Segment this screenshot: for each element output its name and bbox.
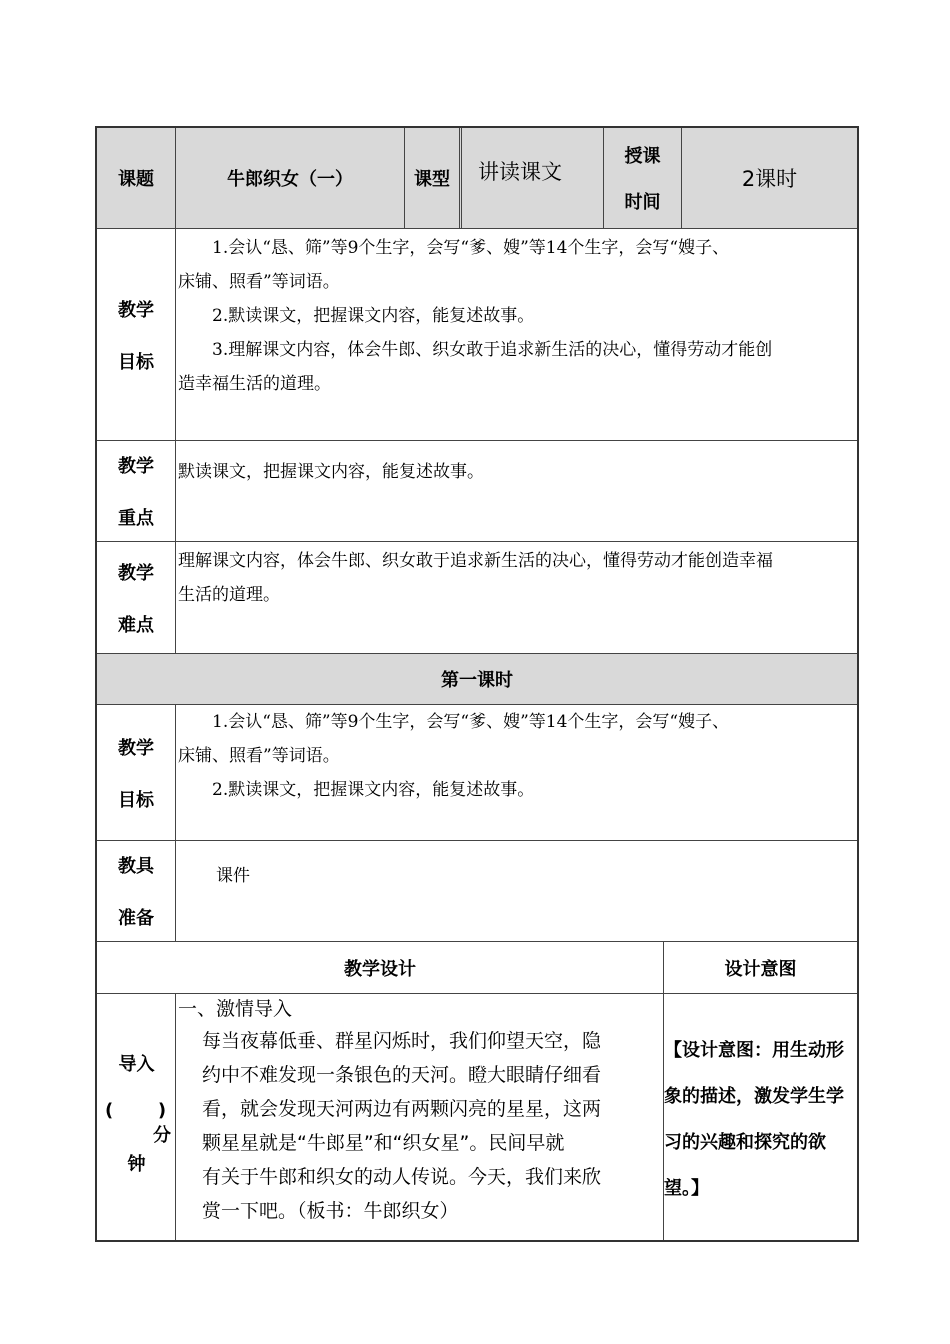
difficulties-row: [97, 542, 857, 654]
topic-value: 牛郎织女（一）: [176, 128, 405, 228]
tools-row: [97, 841, 857, 942]
lesson1-title: 第一课时: [97, 654, 857, 705]
intent-line: 象的描述，激发学生学: [664, 1086, 844, 1107]
tools-label-line1: 教具: [118, 856, 154, 877]
intent-line: 【设计意图：用生动形: [664, 1040, 844, 1061]
goal-1-line1: 1.会认“恳、筛”等9个生字，会写“爹、嫂”等14个生字，会写“嫂子、: [212, 238, 730, 258]
type-value: 讲读课文: [462, 128, 604, 228]
intent-line: 习的兴趣和探究的欲: [664, 1132, 826, 1153]
intro-row: [97, 994, 857, 1240]
goals-row: [97, 229, 857, 441]
key-points-label-line2: 重点: [118, 508, 154, 529]
intro-para-line: 颗星星就是“牛郎星”和“织女星”。民间早就: [202, 1132, 565, 1154]
intent-col-header: 设计意图: [724, 958, 797, 980]
intro-label: [97, 994, 176, 1240]
type-label: 课型: [405, 128, 462, 228]
goal-3-line2: 造幸福生活的道理。: [178, 374, 331, 394]
difficulties-label-line2: 难点: [118, 614, 154, 636]
difficulties-label-line1: 教学: [118, 562, 154, 584]
design-col-header: 教学设计: [97, 942, 664, 993]
intro-intent: [664, 994, 857, 1240]
key-points-row: [97, 441, 857, 542]
difficulties-content: [176, 542, 857, 653]
lesson1-goal-1-line1: 1.会认“恳、筛”等9个生字，会写“爹、嫂”等14个生字，会写“嫂子、: [212, 712, 730, 732]
tools-label: [97, 841, 176, 941]
lesson1-goals-label: [97, 705, 176, 840]
key-points-label-line1: 教学: [118, 456, 154, 477]
goals-label: [97, 229, 176, 440]
intro-label-line1: 导入: [118, 1054, 155, 1075]
intro-label-line2-left: (: [105, 1100, 114, 1121]
difficulties-line2: 生活的道理。: [178, 585, 280, 605]
key-points-text: 默读课文，把握课文内容，能复述故事。: [178, 462, 484, 482]
lesson1-goal-1-line2: 床铺、照看”等词语。: [178, 746, 340, 766]
intro-label-line2-right: )分: [153, 1100, 171, 1146]
goal-2: 2.默读课文，把握课文内容，能复述故事。: [212, 306, 535, 326]
difficulties-label: [97, 542, 176, 653]
time-label-line1: 授课: [624, 146, 661, 167]
goal-1-line2: 床铺、照看”等词语。: [178, 272, 340, 292]
intent-line: 望。】: [664, 1178, 709, 1199]
intro-label-line3: 钟: [127, 1154, 146, 1175]
goals-content: [176, 229, 857, 440]
goals-label-line1: 教学: [118, 299, 154, 321]
intro-para-line: 约中不难发现一条银色的天河。瞪大眼睛仔细看: [202, 1064, 602, 1086]
lesson1-goals-row: [97, 705, 857, 841]
intro-content: [176, 994, 664, 1240]
time-value: 2课时: [741, 167, 798, 191]
tools-label-line2: 准备: [118, 908, 154, 929]
goal-3-line1: 3.理解课文内容，体会牛郎、织女敢于追求新生活的决心，懂得劳动才能创: [212, 340, 773, 360]
lesson1-goals-label-line1: 教学: [118, 737, 154, 759]
design-header-row: [97, 942, 857, 994]
intro-para-line: 看，就会发现天河两边有两颗闪亮的星星，这两: [202, 1098, 602, 1120]
tools-value: 课件: [216, 866, 250, 886]
intro-para-line: 每当夜幕低垂、群星闪烁时，我们仰望天空，隐: [202, 1030, 602, 1052]
intro-paragraph: [178, 1024, 663, 1228]
intro-para-line: 有关于牛郎和织女的动人传说。今天，我们来欣: [202, 1166, 602, 1188]
lesson1-goals-label-line2: 目标: [118, 789, 154, 811]
time-label: [604, 128, 682, 228]
difficulties-line1: 理解课文内容，体会牛郎、织女敢于追求新生活的决心，懂得劳动才能创造幸福: [178, 551, 773, 571]
time-label-line2: 时间: [624, 192, 661, 213]
topic-label: 课题: [97, 128, 176, 228]
intro-para-line: 赏一下吧。（板书：牛郎织女）: [202, 1200, 459, 1222]
intro-heading: 一、激情导入: [178, 998, 293, 1020]
key-points-label: [97, 441, 176, 541]
goals-label-line2: 目标: [118, 351, 154, 373]
lesson1-goals-content: [176, 705, 857, 840]
lesson1-goal-2: 2.默读课文，把握课文内容，能复述故事。: [212, 780, 535, 800]
lesson-plan-table: [95, 126, 859, 1242]
header-row: [97, 128, 857, 229]
